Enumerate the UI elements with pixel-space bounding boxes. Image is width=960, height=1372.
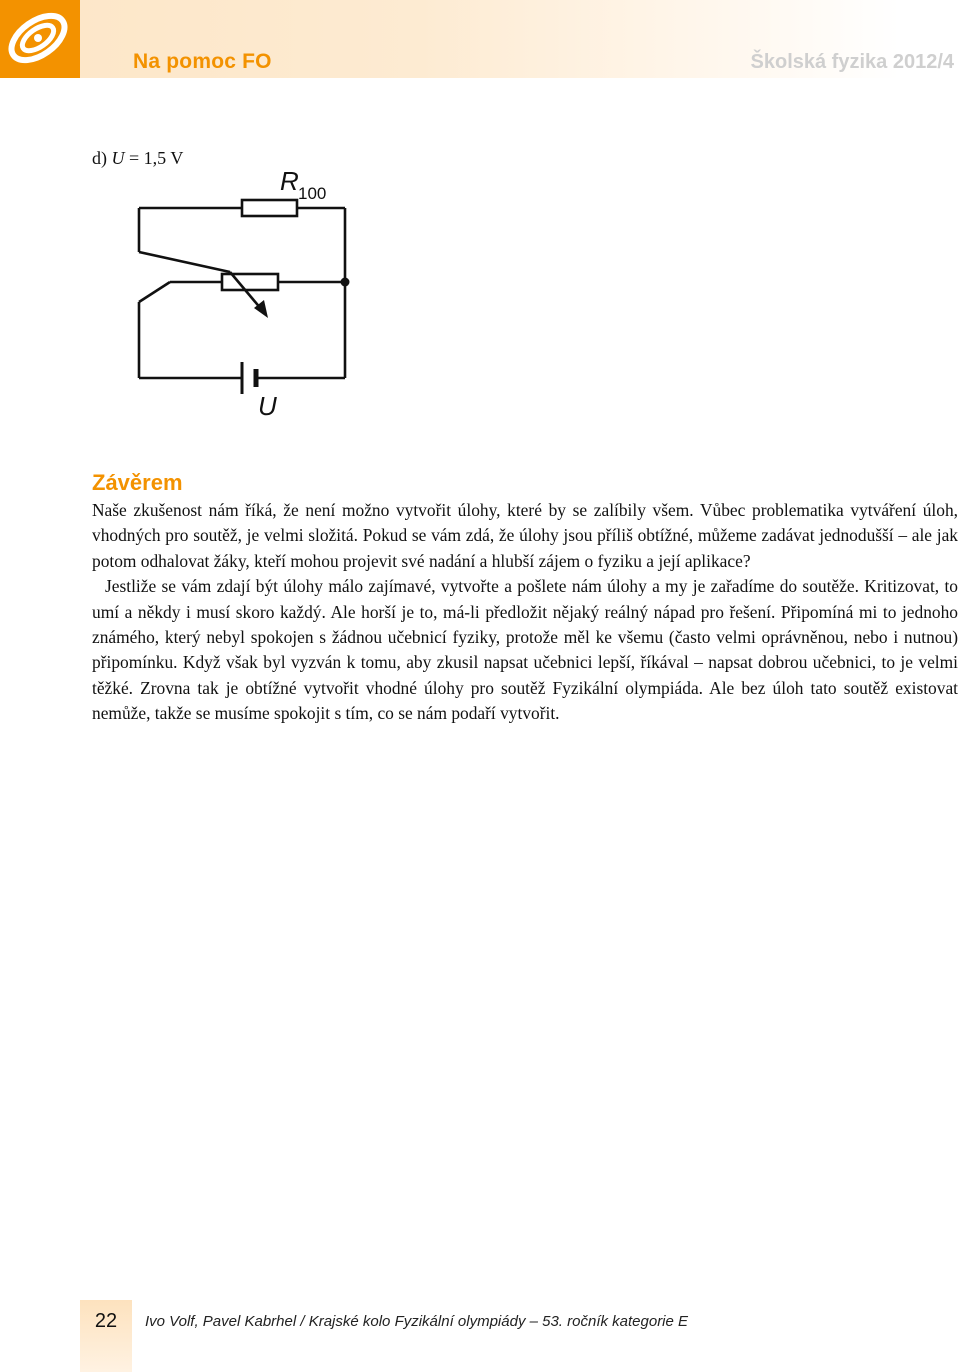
journal-title: Školská fyzika 2012/4 — [750, 51, 954, 73]
variable-resistor — [222, 274, 278, 290]
task-letter: d) — [92, 148, 112, 168]
footer-citation: Ivo Volf, Pavel Kabrhel / Krajské kolo Fyzikální olympiády – 53. ročník kategorie E — [145, 1313, 689, 1330]
section-title: Na pomoc FO — [133, 50, 272, 73]
task-value: = 1,5 V — [124, 148, 184, 168]
task-variable: U — [111, 148, 125, 168]
resistor-subscript: 100 — [298, 184, 327, 203]
source-label: U — [258, 391, 277, 421]
junction-dot — [341, 278, 350, 287]
conclusion-text — [92, 498, 958, 727]
paragraph: Naše zkušenost nám říká, že není možno vytvořit úlohy, které by se zalíbily všem. Vůbec problematika vytváření úloh, vhodných pro soutěž, je velmi složitá. Pokud se vám zdá, že úlohy jsou příliš obtížné, můžeme zadávat jednodušší – ale jak potom odhalovat žáky, kteří mohou projevit své nadání a hlubší zájem o fyziku a její aplikace? — [92, 500, 958, 571]
conclusion-heading: Závěrem — [92, 470, 183, 495]
fixed-resistor — [242, 200, 297, 216]
page-number: 22 — [94, 1310, 118, 1332]
paragraph: Jestliže se vám zdají být úlohy málo zajímavé, vytvořte a pošlete nám úlohy a my je zařadíme do soutěže. Kritizovat, to umí a někdy i musí skoro každý. Ale horší je to, má-li předložit nějaký reálný nápad pro řešení. Připomíná mi to jednoho známého, který nebyl spokojen s žádnou učebnicí fyziky, protože měl ke všemu (často velmi oprávněnou, nebo i nutnou) připomínku. Když však byl vyzván k tomu, aby zkusil napsat učebnici lepší, říkával – napsat dobrou učebnici, to je velmi těžké. Zrovna tak je obtížné vytvořit vhodné úlohy pro soutěž Fyzikální olympiáda. Ale bez úloh tato soutěž existovat nemůže, takže se musíme spokojit s tím, co se nám podaří vytvořit. — [92, 576, 958, 724]
circuit-diagram — [130, 160, 370, 430]
resistor-symbol: R — [280, 166, 299, 196]
orbit-logo-icon — [0, 0, 80, 78]
